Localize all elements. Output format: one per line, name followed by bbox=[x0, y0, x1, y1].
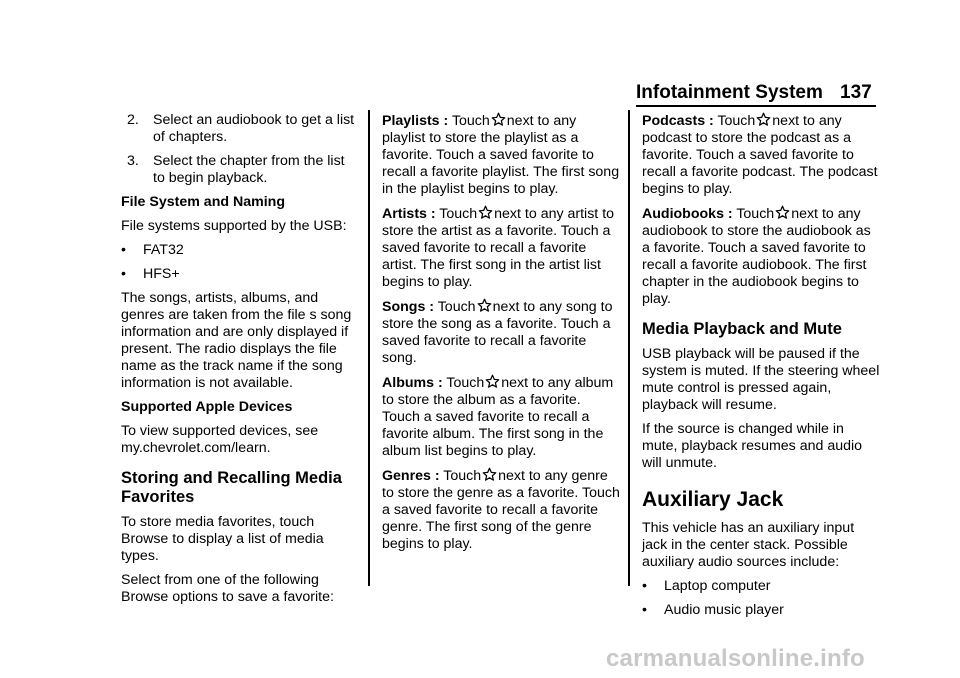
step-item bbox=[127, 112, 359, 146]
bullet: • bbox=[642, 578, 647, 594]
column-divider-right bbox=[628, 110, 630, 586]
step-number: 2. bbox=[127, 112, 139, 128]
browse-option-albums bbox=[382, 374, 620, 460]
option-term: Artists : bbox=[382, 206, 436, 222]
column-divider-left bbox=[368, 110, 370, 586]
bullet: • bbox=[121, 266, 126, 282]
file-system-intro: File systems supported by the USB: bbox=[121, 218, 347, 234]
section-title: Infotainment System bbox=[636, 82, 823, 103]
step-text: Select the chapter from the list to begin playback. bbox=[153, 153, 345, 186]
browse-option-songs bbox=[382, 298, 620, 367]
option-post: next to any podcast to store the podcast as a favorite. Touch a saved favorite to recall a favorite podcast. The podcast begins to play. bbox=[642, 113, 878, 197]
option-pre: Touch bbox=[439, 206, 478, 222]
storing-favorites-heading: Storing and Recalling Media Favorites bbox=[121, 469, 342, 506]
option-post: next to any artist to store the artist as a favorite. Touch a saved favorite to recall a favorite artist. The first song in the artist list begins to play. bbox=[382, 206, 615, 290]
browse-option-artists bbox=[382, 205, 620, 291]
option-term: Podcasts : bbox=[642, 113, 714, 129]
option-post: next to any album to store the album as a favorite. Touch a saved favorite to recall a favorite album. The first song in the album list begins to play. bbox=[382, 375, 614, 459]
option-term: Albums : bbox=[382, 375, 443, 391]
column-3 bbox=[642, 112, 880, 626]
list-item-text: Audio music player bbox=[664, 602, 784, 618]
option-post: next to any song to store the song as a favorite. Touch a saved favorite to recall a favorite song. bbox=[382, 299, 613, 366]
option-pre: Touch bbox=[437, 299, 476, 315]
star-outline-icon bbox=[756, 112, 771, 127]
header-rule bbox=[636, 105, 876, 107]
storing-paragraph-1: To store media favorites, touch Browse to display a list of media types. bbox=[121, 514, 324, 564]
column-2 bbox=[382, 112, 620, 560]
browse-option-playlists bbox=[382, 112, 620, 198]
watermark: carmanualsonline.info bbox=[606, 645, 865, 672]
option-term: Genres : bbox=[382, 468, 440, 484]
step-number: 3. bbox=[127, 153, 139, 169]
option-term: Audiobooks : bbox=[642, 206, 733, 222]
option-pre: Touch bbox=[717, 113, 756, 129]
option-term: Songs : bbox=[382, 299, 435, 315]
browse-option-podcasts bbox=[642, 112, 880, 198]
option-post: next to any playlist to store the playlist as a favorite. Touch a saved favorite to recall a favorite playlist. The first song in the playlist begins to play. bbox=[382, 113, 620, 197]
list-item-text: FAT32 bbox=[143, 242, 184, 258]
list-item-text: Laptop computer bbox=[664, 578, 771, 594]
star-outline-icon bbox=[478, 205, 493, 220]
playback-paragraph-2: If the source is changed while in mute, playback resumes and audio will unmute. bbox=[642, 421, 863, 471]
option-pre: Touch bbox=[451, 113, 490, 129]
playback-paragraph-1: USB playback will be paused if the system is muted. If the steering wheel mute control is pressed again, playback will resume. bbox=[642, 346, 880, 413]
browse-option-audiobooks bbox=[642, 205, 880, 308]
list-item bbox=[121, 242, 359, 259]
file-system-heading: File System and Naming bbox=[121, 194, 285, 210]
step-text: Select an audiobook to get a list of chapters. bbox=[153, 112, 355, 145]
star-outline-icon bbox=[775, 205, 790, 220]
list-item bbox=[642, 578, 880, 595]
bullet: • bbox=[642, 602, 647, 618]
star-outline-icon bbox=[491, 112, 506, 127]
star-outline-icon bbox=[477, 298, 492, 313]
apple-devices-heading: Supported Apple Devices bbox=[121, 399, 293, 415]
option-pre: Touch bbox=[736, 206, 775, 222]
naming-paragraph: The songs, artists, albums, and genres are taken from the file s song information and are only displayed if present. The radio displays the file name as the track name if the song information is not available. bbox=[121, 290, 352, 391]
star-outline-icon bbox=[485, 374, 500, 389]
apple-devices-paragraph: To view supported devices, see my.chevrolet.com/learn. bbox=[121, 423, 319, 456]
list-item bbox=[642, 602, 880, 619]
option-pre: Touch bbox=[446, 375, 485, 391]
option-post: next to any audiobook to store the audiobook as a favorite. Touch a saved favorite to recall a favorite audiobook. The first chapter in the audiobook begins to play. bbox=[642, 206, 871, 307]
media-playback-heading: Media Playback and Mute bbox=[642, 320, 842, 338]
column-1 bbox=[121, 112, 359, 613]
option-pre: Touch bbox=[443, 468, 482, 484]
auxiliary-jack-heading: Auxiliary Jack bbox=[642, 488, 784, 511]
auxiliary-paragraph: This vehicle has an auxiliary input jack in the center stack. Possible auxiliary audio sources include: bbox=[642, 520, 855, 570]
step-item bbox=[127, 153, 359, 187]
bullet: • bbox=[121, 242, 126, 258]
browse-option-genres bbox=[382, 467, 620, 553]
option-post: next to any genre to store the genre as a favorite. Touch a saved favorite to recall a favorite genre. The first song of the genre begins to play. bbox=[382, 468, 620, 552]
storing-paragraph-2: Select from one of the following Browse options to save a favorite: bbox=[121, 572, 334, 605]
star-outline-icon bbox=[482, 467, 497, 482]
page-number: 137 bbox=[840, 82, 872, 103]
option-term: Playlists : bbox=[382, 113, 449, 129]
list-item bbox=[121, 266, 359, 283]
list-item-text: HFS+ bbox=[143, 266, 180, 282]
